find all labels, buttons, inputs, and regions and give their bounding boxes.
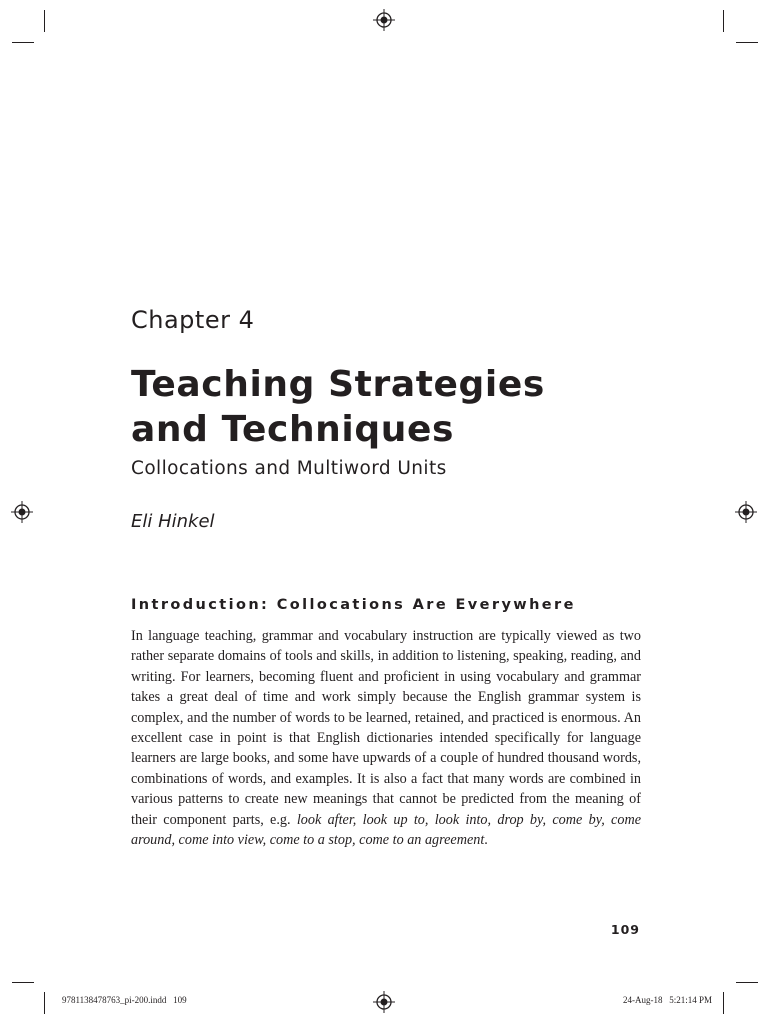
- author-name: Eli Hinkel: [131, 511, 215, 532]
- chapter-title-line-1: Teaching Strategies: [131, 364, 545, 405]
- registration-mark-icon: [373, 9, 395, 31]
- crop-mark-icon: [12, 982, 34, 983]
- crop-mark-icon: [736, 42, 758, 43]
- crop-mark-icon: [44, 992, 45, 1014]
- body-paragraph: [131, 626, 641, 850]
- body-paragraph-examples: look after, look up to, look into, drop by, come by, come around, come into view, come to a stop, come to an agreement: [131, 811, 641, 849]
- section-heading: Introduction: Collocations Are Everywhere: [131, 597, 576, 613]
- chapter-label: Chapter 4: [131, 306, 255, 334]
- crop-mark-icon: [723, 10, 724, 32]
- body-paragraph-end: .: [484, 832, 488, 849]
- slug-file-info: 9781138478763_pi-200.indd 109: [62, 995, 187, 1005]
- registration-mark-icon: [11, 501, 33, 523]
- page-number: 109: [610, 922, 640, 937]
- crop-mark-icon: [723, 992, 724, 1014]
- registration-mark-icon: [735, 501, 757, 523]
- registration-mark-icon: [373, 991, 395, 1013]
- crop-mark-icon: [736, 982, 758, 983]
- chapter-subtitle: Collocations and Multiword Units: [131, 458, 447, 479]
- crop-mark-icon: [12, 42, 34, 43]
- slug-datetime: 24-Aug-18 5:21:14 PM: [622, 995, 712, 1005]
- chapter-title-line-2: and Techniques: [131, 409, 454, 450]
- body-paragraph-main: In language teaching, grammar and vocabulary instruction are typically viewed as two rather separate domains of tools and skills, in addition to listening, speaking, reading, and writing. For learners, becoming fluent and proficient in using vocabulary and grammar takes a great deal of time and work simply because the English grammar system is complex, and the number of words to be learned, retained, and practiced is enormous. An excellent case in point is that English dictionaries intended specifically for language learners are large books, and some have upwards of a couple of hundred thousand words, combinations of words, and examples. It is also a fact that many words are combined in various patterns to create new meanings that cannot be predicted from the meaning of their component parts, e.g.: [131, 628, 641, 828]
- chapter-title: [131, 362, 691, 452]
- crop-mark-icon: [44, 10, 45, 32]
